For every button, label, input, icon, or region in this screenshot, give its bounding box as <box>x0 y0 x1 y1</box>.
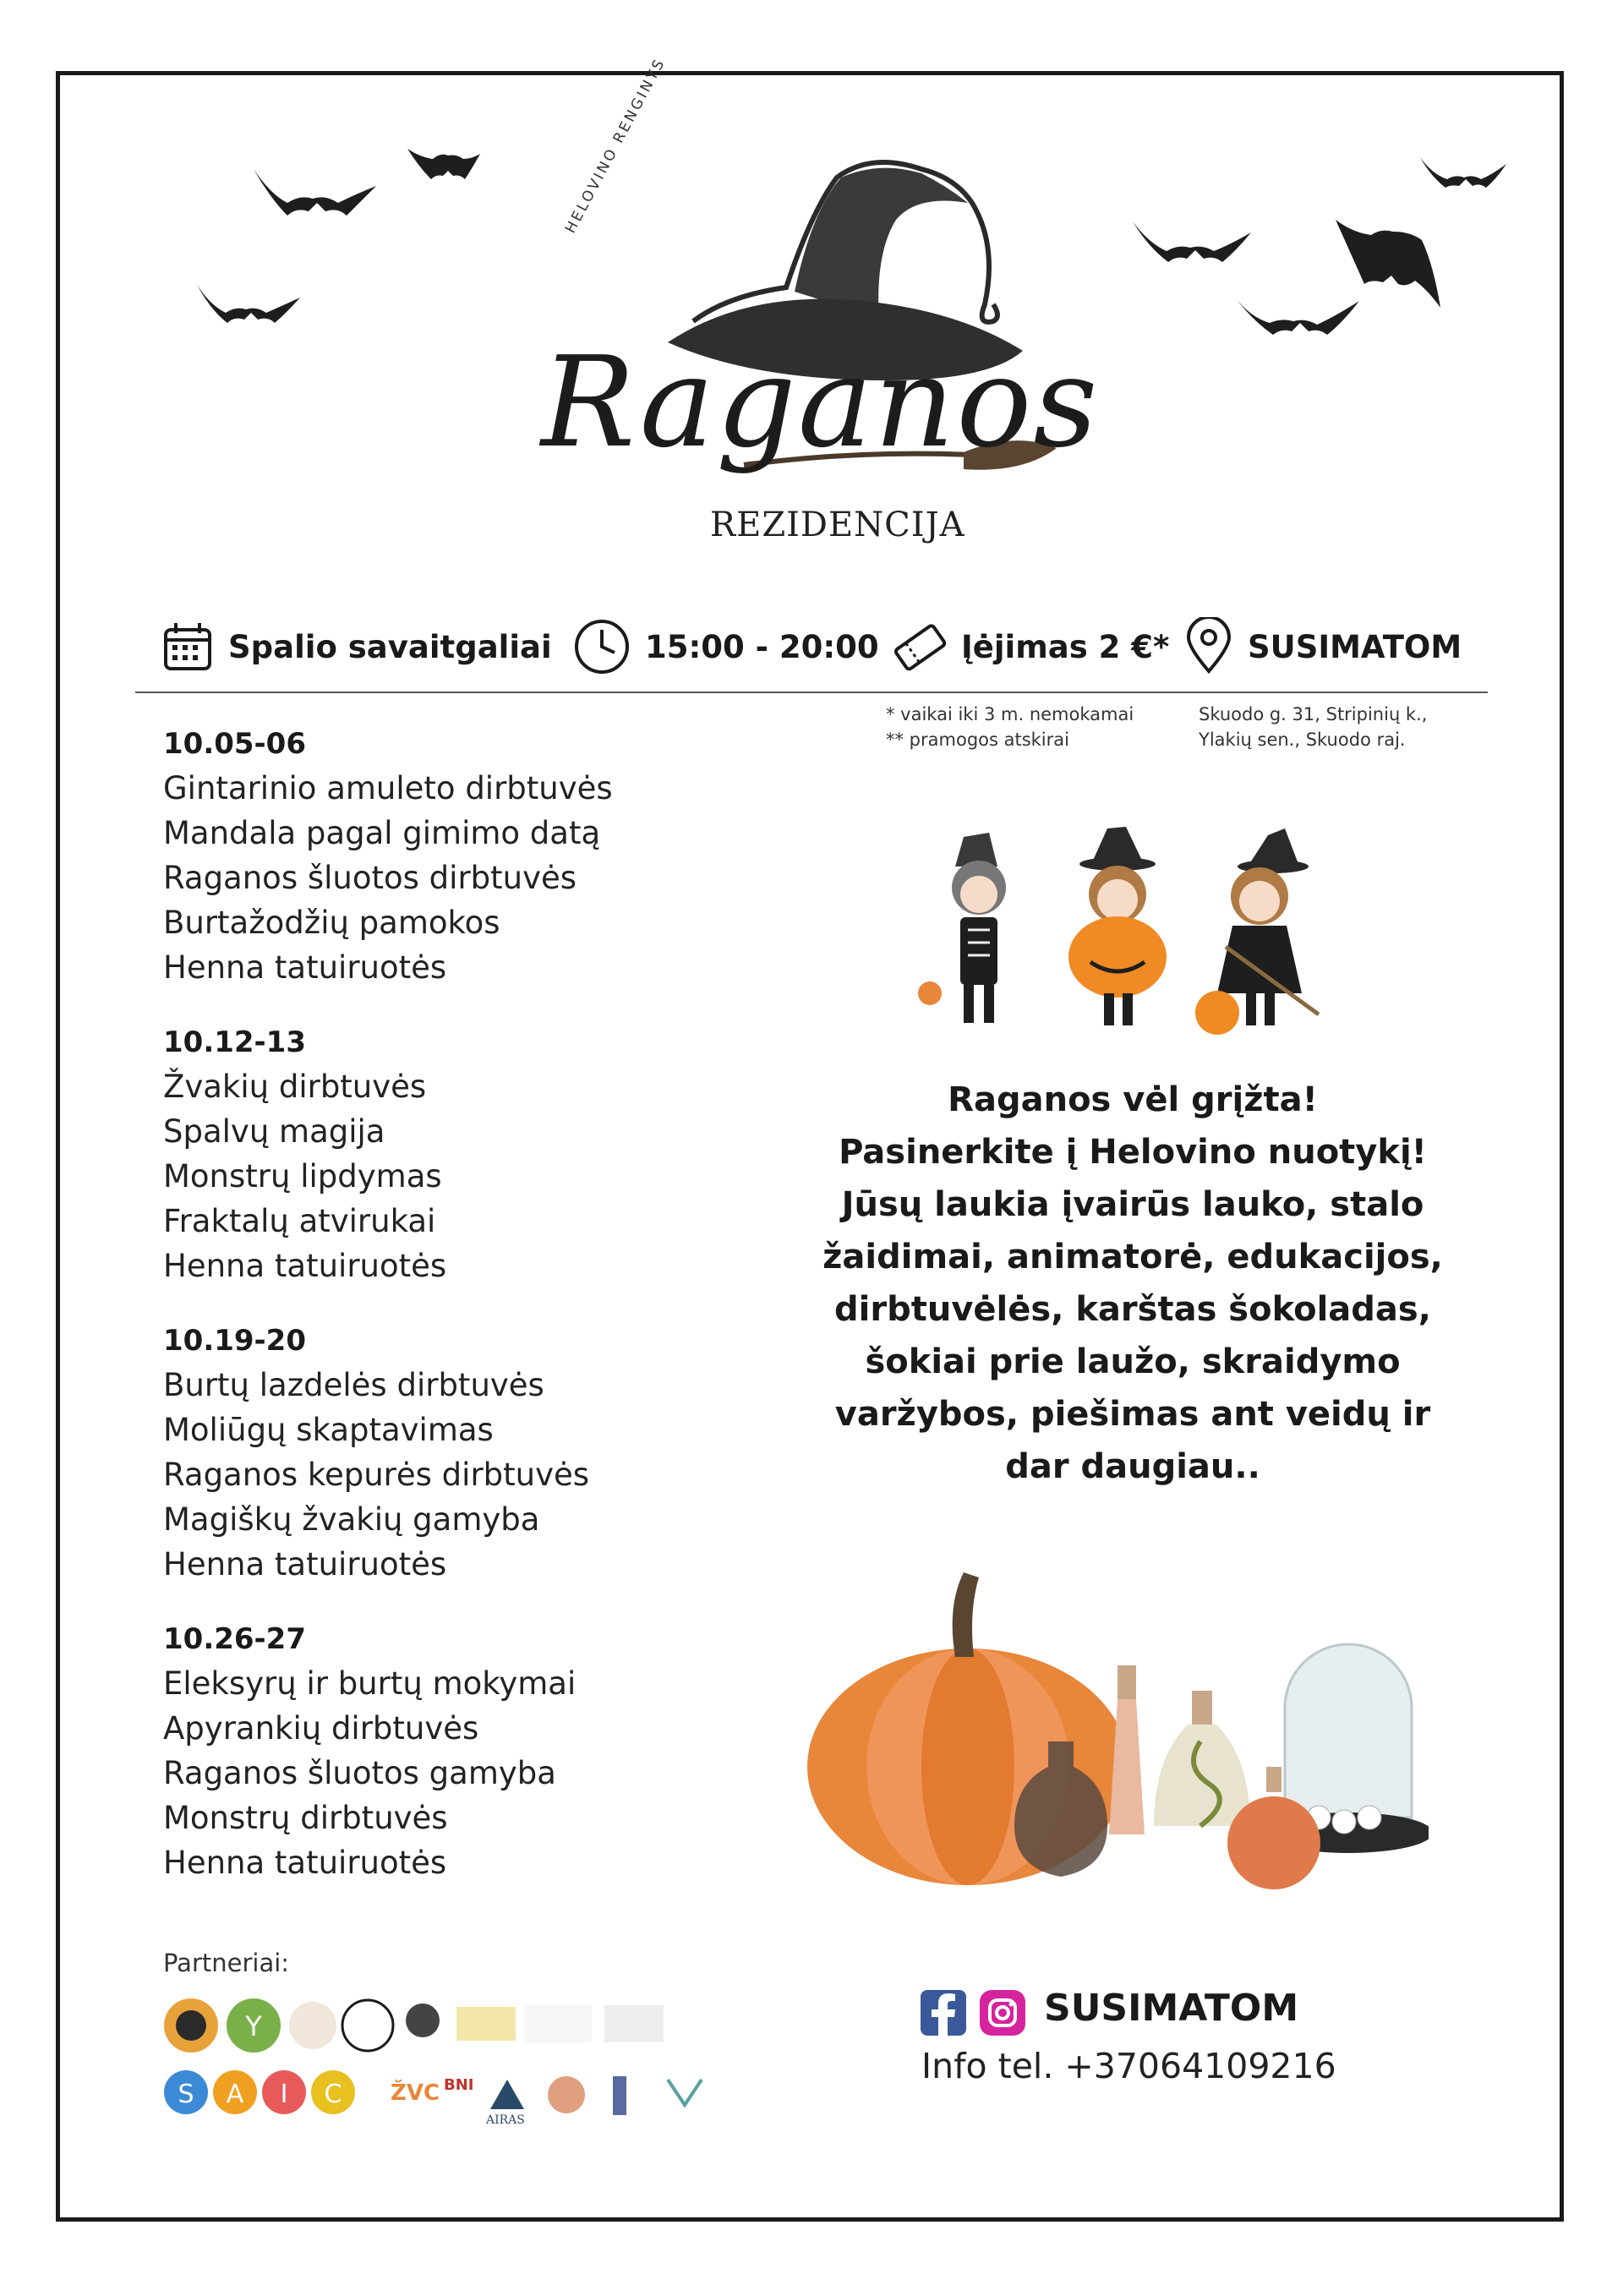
info-place-label: SUSIMATOM <box>1248 628 1462 665</box>
day-date: 10.12-13 <box>163 1025 306 1059</box>
svg-text:Y: Y <box>245 2010 262 2042</box>
address <box>1199 702 1427 752</box>
partner-letter: I <box>280 2080 288 2109</box>
day-date: 10.26-27 <box>163 1622 306 1656</box>
partner-letter: AIRAS <box>486 2113 525 2127</box>
logo-subtitle: REZIDENCIJA <box>710 506 965 544</box>
promo-line: varžybos, piešimas ant veidų ir <box>834 1395 1431 1434</box>
activity-item: Raganos šluotos gamyba <box>163 1755 556 1791</box>
logo-script-title: Raganos <box>541 330 1100 475</box>
info-time <box>572 617 879 676</box>
info-entry-label: Įėjimas 2 €* <box>961 628 1170 665</box>
info-dates-label: Spalio savaitgaliai <box>228 628 552 665</box>
address-line-1: Skuodo g. 31, Stripinių k., <box>1199 704 1428 724</box>
schedule-day <box>163 1020 446 1288</box>
bat-icon <box>1133 221 1251 262</box>
activity-item: Fraktalų atvirukai <box>163 1203 436 1239</box>
bat-icon <box>196 283 300 323</box>
pumpkin-potions-illustration <box>803 1564 1429 1902</box>
clock-icon <box>572 617 631 676</box>
info-time-label: 15:00 - 20:00 <box>645 628 879 665</box>
schedule-day <box>163 1319 589 1587</box>
bat-icon <box>407 149 480 179</box>
ticket-icon <box>892 619 948 675</box>
kid-skeleton-icon <box>918 833 1006 1023</box>
partner-letter: C <box>324 2080 342 2109</box>
info-entry <box>892 617 1169 676</box>
activity-item: Magiškų žvakių gamyba <box>163 1501 540 1538</box>
activity-item: Henna tatuiruotės <box>163 1248 447 1284</box>
info-place <box>1183 617 1462 676</box>
social-handle: SUSIMATOM <box>1044 1987 1299 2030</box>
activity-item: Eleksyrų ir burtų mokymai <box>163 1665 577 1702</box>
calendar-icon <box>161 620 215 674</box>
kid-witch-broom-icon <box>1195 828 1319 1035</box>
promo-line: Raganos vėl grįžta! <box>948 1080 1318 1119</box>
activity-item: Henna tatuiruotės <box>163 949 447 986</box>
activity-item: Raganos kepurės dirbtuvės <box>163 1457 590 1493</box>
partner-letter: S <box>178 2080 194 2109</box>
activity-item: Apyrankių dirbtuvės <box>163 1710 479 1747</box>
info-dates <box>161 617 552 676</box>
kid-pumpkin-icon <box>1068 827 1167 1025</box>
logo-arc-text: HELOVINO RENGINYS <box>562 55 669 237</box>
bat-icon <box>1336 220 1440 308</box>
promo-line: Pasinerkite į Helovino nuotykį! <box>839 1133 1427 1172</box>
partner-letter: ŽVC <box>391 2080 440 2106</box>
contact-phone: Info tel. +37064109216 <box>921 2046 1336 2086</box>
activity-item: Raganos šluotos dirbtuvės <box>163 860 577 896</box>
entry-note-extras: ** pramogos atskirai <box>886 730 1069 750</box>
instagram-icon <box>980 1990 1025 2036</box>
promo-line: šokiai prie laužo, skraidymo <box>865 1342 1401 1381</box>
entry-note-children: * vaikai iki 3 m. nemokamai <box>886 704 1134 724</box>
promo-line: dar daugiau.. <box>1005 1447 1260 1486</box>
partners-label: Partneriai: <box>163 1949 290 1977</box>
activity-item: Henna tatuiruotės <box>163 1546 447 1583</box>
partner-letter: BNI <box>444 2076 474 2094</box>
activity-item: Burtų lazdelės dirbtuvės <box>163 1367 544 1403</box>
entry-notes <box>886 702 1134 752</box>
bat-icon <box>1420 157 1506 188</box>
bat-icon <box>1234 296 1359 335</box>
divider <box>135 692 1488 693</box>
day-date: 10.19-20 <box>163 1324 306 1358</box>
promo-text <box>786 1074 1479 1493</box>
partner-logo-row-2 <box>164 2070 702 2127</box>
activity-item: Burtažodžių pamokos <box>163 905 500 941</box>
facebook-icon <box>921 1990 966 2036</box>
activity-item: Spalvų magija <box>163 1113 385 1150</box>
witch-kids-illustration <box>904 820 1344 1057</box>
activity-item: Žvakių dirbtuvės <box>163 1069 427 1105</box>
address-line-2: Ylakių sen., Skuodo raj. <box>1199 730 1406 750</box>
activity-item: Moliūgų skaptavimas <box>163 1412 494 1448</box>
day-date: 10.05-06 <box>163 727 306 761</box>
schedule-day <box>163 722 613 990</box>
activity-item: Monstrų lipdymas <box>163 1158 442 1194</box>
schedule-day <box>163 1617 576 1885</box>
bat-icon <box>254 169 376 216</box>
promo-line: dirbtuvėlės, karštas šokoladas, <box>834 1290 1431 1329</box>
activity-item: Henna tatuiruotės <box>163 1845 447 1881</box>
partner-letter: A <box>226 2080 244 2109</box>
social-icons <box>917 1987 1036 2039</box>
activity-item: Mandala pagal gimimo datą <box>163 815 601 851</box>
activity-item: Gintarinio amuleto dirbtuvės <box>163 770 613 806</box>
activity-item: Monstrų dirbtuvės <box>163 1800 448 1836</box>
partner-logos <box>161 1995 735 2139</box>
location-pin-icon <box>1183 617 1234 676</box>
partner-logo <box>164 1998 664 2053</box>
promo-line: žaidimai, animatorė, edukacijos, <box>822 1238 1443 1276</box>
promo-line: Jūsų laukia įvairūs lauko, stalo <box>841 1185 1424 1224</box>
